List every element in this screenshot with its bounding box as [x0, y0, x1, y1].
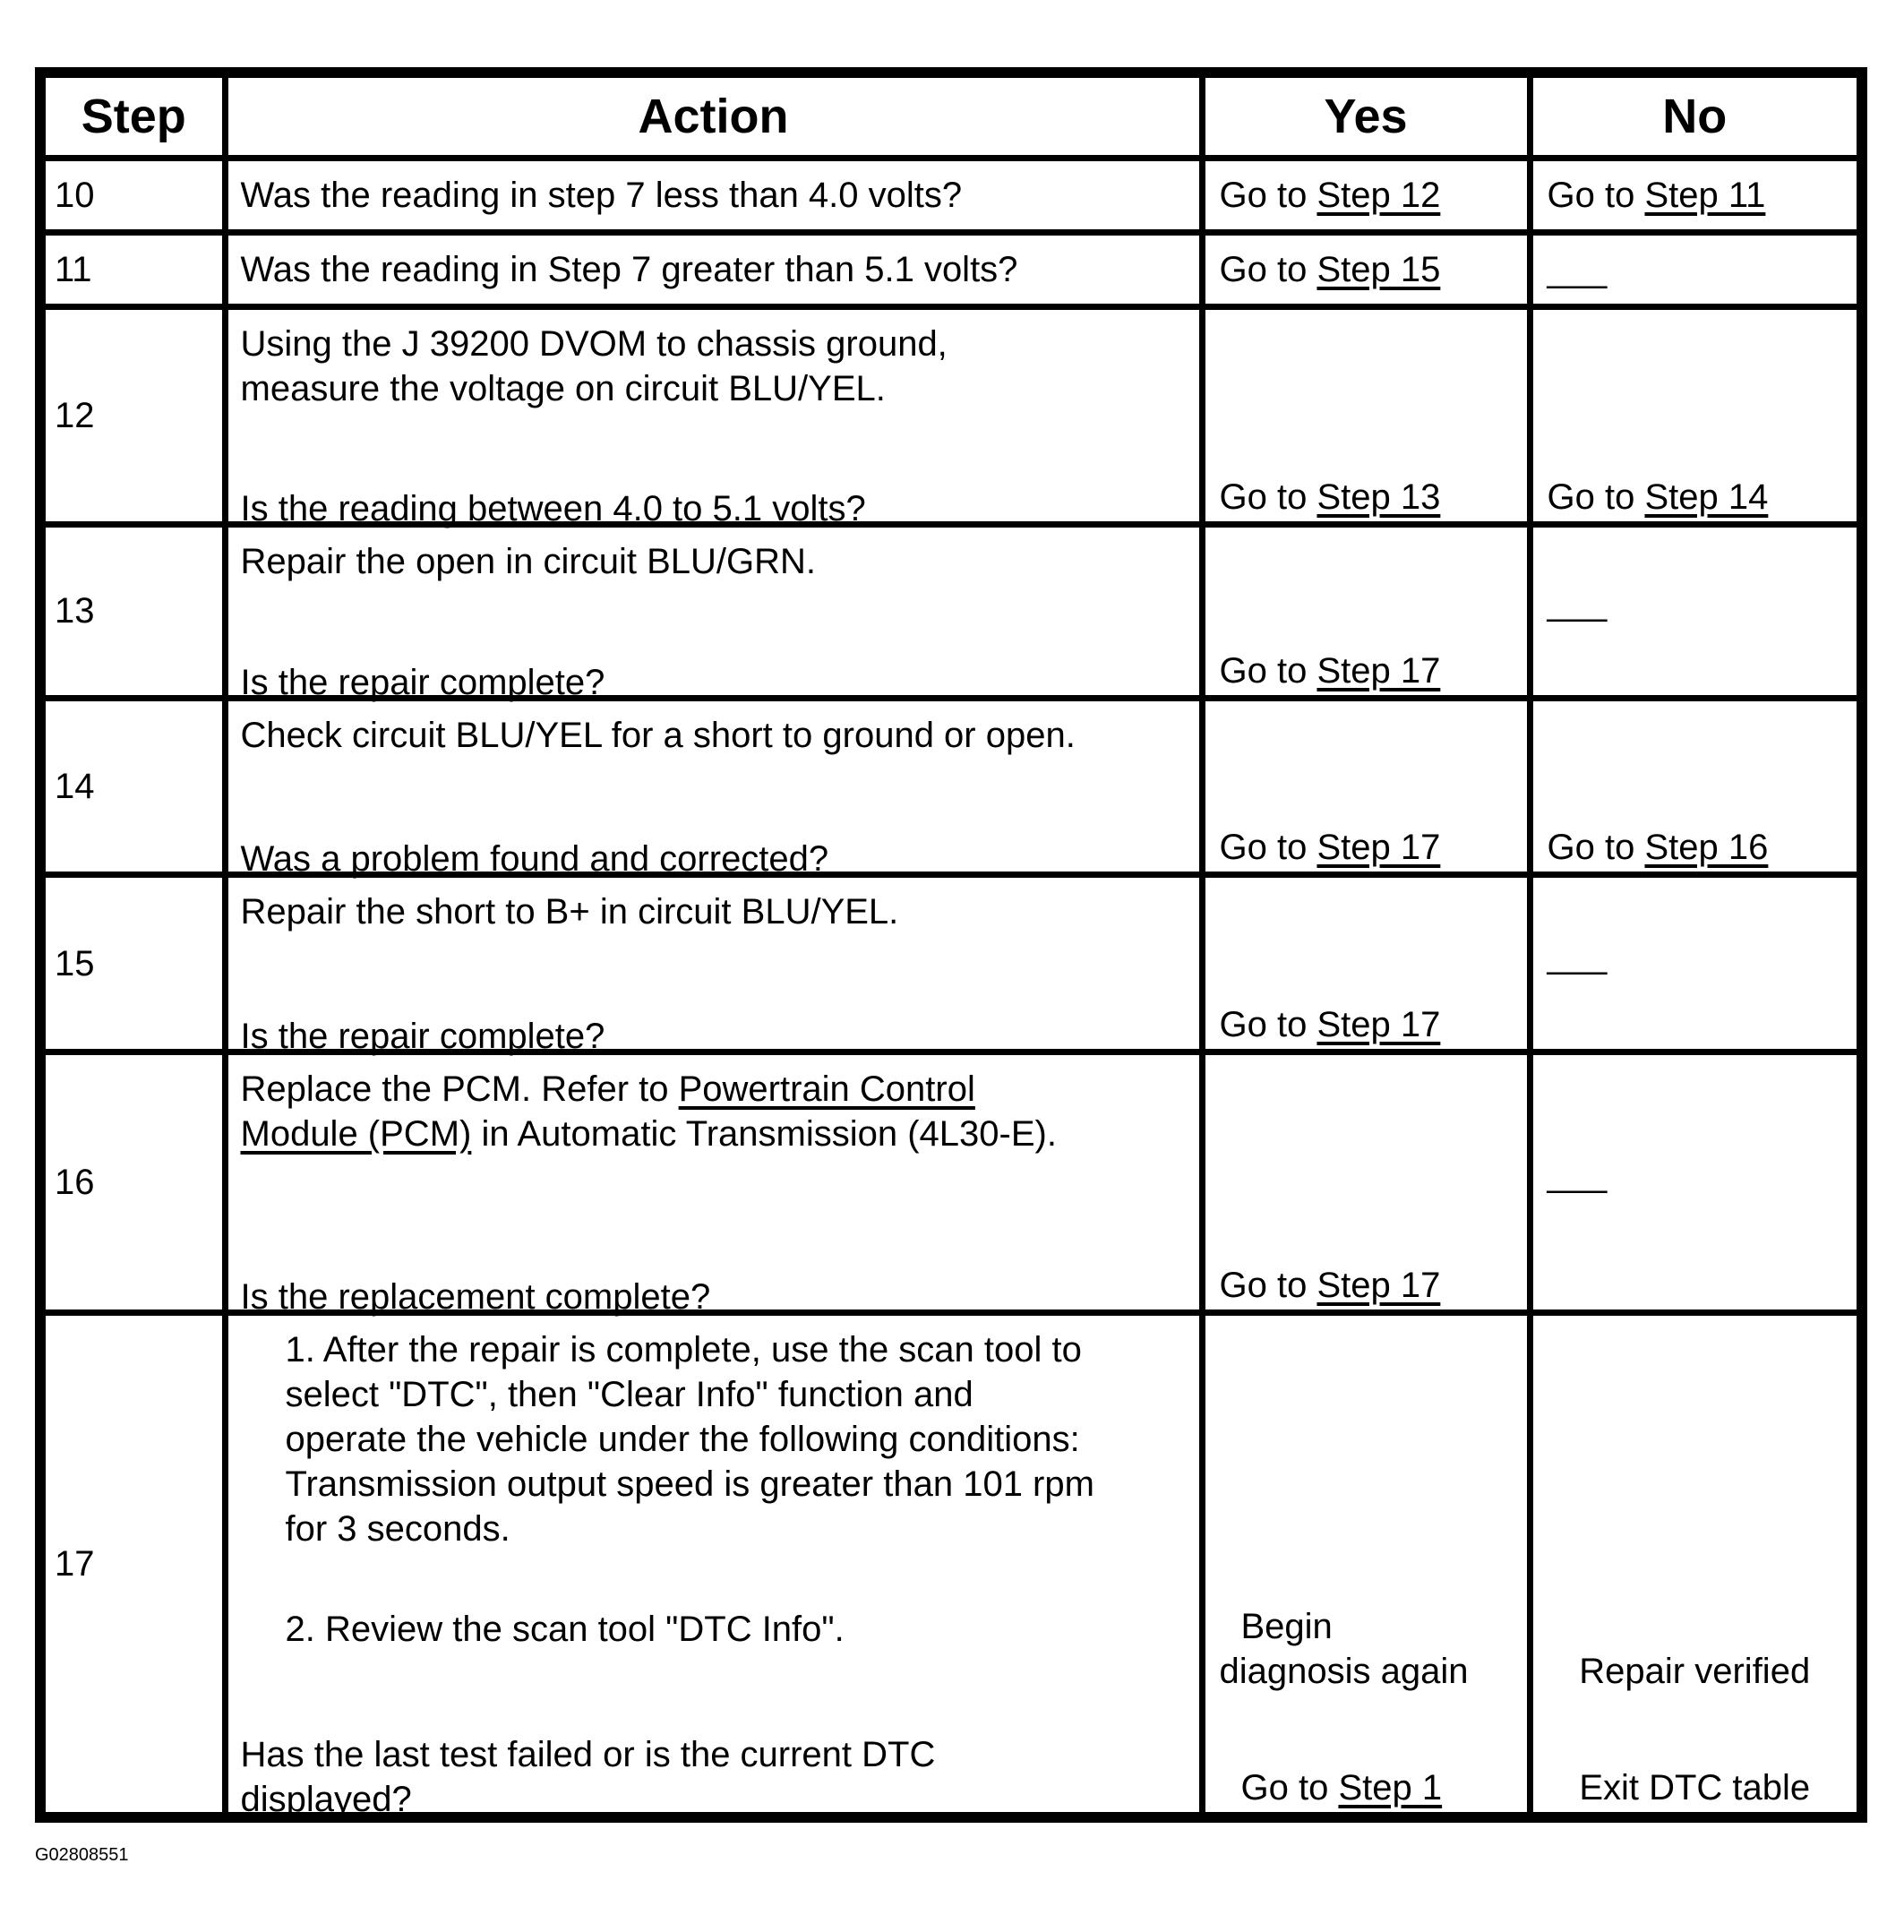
goto-text: Go to	[1219, 651, 1317, 691]
yes-line: Begin	[1240, 1607, 1333, 1647]
step-link[interactable]: Step 17	[1317, 651, 1441, 691]
action-cell	[225, 1052, 1202, 1318]
question-text: Is the reading between 4.0 to 5.1 volts?	[240, 488, 866, 528]
goto-text: Go to	[1547, 477, 1645, 517]
step-number: 14	[40, 699, 225, 875]
goto-text: Go to	[1219, 250, 1317, 290]
step-link[interactable]: Step 13	[1317, 477, 1441, 517]
yes-cell	[1202, 233, 1530, 307]
action-cell	[225, 233, 1202, 307]
yes-cell	[1202, 1313, 1530, 1817]
instruction-list	[241, 1327, 1187, 1652]
goto-text: Go to	[1219, 477, 1317, 517]
action-text: Was the reading in Step 7 greater than 5.1 volts?	[240, 250, 1018, 290]
goto-text: Go to	[1219, 1266, 1317, 1306]
goto-text: Go to	[1219, 1004, 1317, 1044]
action-text: Repair the short to B+ in circuit BLU/YEL.	[240, 892, 899, 932]
goto-text: Go to	[1547, 176, 1645, 215]
step-link[interactable]: Step 17	[1317, 1004, 1441, 1044]
step-number: 15	[40, 875, 225, 1052]
no-cell	[1530, 1313, 1862, 1817]
no-dash: ___	[1547, 250, 1608, 290]
goto-text: Go to	[1240, 1768, 1339, 1807]
header-yes: Yes	[1202, 73, 1530, 159]
action-cell	[225, 307, 1202, 528]
action-text	[241, 1112, 1187, 1156]
question-text	[241, 1732, 936, 1822]
no-dash: ___	[1547, 935, 1608, 975]
no-cell	[1530, 159, 1862, 233]
header-no: No	[1530, 73, 1862, 159]
question-text: Is the replacement complete?	[240, 1277, 711, 1318]
goto-text: Go to	[1219, 176, 1317, 215]
no-cell	[1530, 524, 1862, 698]
step-link[interactable]: Step 15	[1317, 250, 1441, 290]
table-row	[40, 233, 1862, 307]
step-link[interactable]: Step 17	[1317, 1266, 1441, 1306]
action-text: Repair the open in circuit BLU/GRN.	[240, 541, 816, 581]
table-row	[40, 307, 1862, 524]
header-action: Action	[225, 73, 1202, 159]
step-link[interactable]: Step 1	[1338, 1768, 1443, 1807]
diagnostic-table	[35, 67, 1867, 1823]
no-line: Repair verified	[1579, 1652, 1811, 1692]
action-text: Check circuit BLU/YEL for a short to ground or open.	[240, 716, 1076, 756]
pcm-link[interactable]: Powertrain Control	[678, 1069, 975, 1109]
goto-text: Go to	[1219, 828, 1317, 868]
step-number: 11	[40, 233, 225, 307]
action-text	[241, 1067, 1187, 1112]
question-text: Was a problem found and corrected?	[240, 839, 829, 880]
instruction-line: Transmission output speed is greater than 101 rpm	[285, 1464, 1094, 1505]
instruction-line: 2. Review the scan tool "DTC Info".	[285, 1610, 845, 1650]
header-step: Step	[40, 73, 225, 159]
yes-cell	[1202, 875, 1530, 1052]
no-line: Exit DTC table	[1579, 1768, 1811, 1807]
action-text: Was the reading in step 7 less than 4.0 volts?	[240, 176, 963, 215]
action-cell	[225, 699, 1202, 880]
step-number: 13	[40, 524, 225, 698]
step-link[interactable]: Step 11	[1644, 176, 1766, 215]
no-cell	[1530, 307, 1862, 524]
yes-line: diagnosis again	[1219, 1652, 1469, 1692]
step-link[interactable]: Step 16	[1644, 828, 1769, 868]
yes-cell	[1202, 307, 1530, 524]
step-link[interactable]: Step 12	[1317, 176, 1441, 215]
no-cell	[1530, 233, 1862, 307]
action-cell	[225, 1313, 1202, 1817]
question-line: displayed?	[240, 1780, 412, 1819]
yes-note	[1220, 1604, 1469, 1694]
table-row	[40, 1313, 1862, 1817]
yes-cell	[1202, 159, 1530, 233]
table-row	[40, 524, 1862, 698]
header-row	[40, 73, 1862, 159]
step-number: 16	[40, 1052, 225, 1313]
no-dash: ___	[1547, 583, 1608, 623]
table-row	[40, 875, 1862, 1052]
no-cell	[1530, 875, 1862, 1052]
yes-cell	[1202, 1052, 1530, 1313]
step-link[interactable]: Step 17	[1317, 828, 1441, 868]
no-dash: ___	[1547, 1155, 1608, 1195]
pcm-link[interactable]: Module (PCM)	[240, 1113, 472, 1154]
action-cell	[225, 524, 1202, 703]
step-link[interactable]: Step 14	[1644, 477, 1769, 517]
yes-cell	[1202, 524, 1530, 698]
step-number: 17	[40, 1313, 225, 1817]
instruction-line: 1. After the repair is complete, use the scan tool to	[285, 1330, 1082, 1370]
action-prefix: Replace the PCM. Refer to	[240, 1069, 679, 1109]
instruction-line: select "DTC", then "Clear Info" function and	[285, 1375, 973, 1415]
figure-code: G02808551	[35, 1845, 129, 1865]
table-row	[40, 699, 1862, 875]
step-number: 12	[40, 307, 225, 524]
action-text: measure the voltage on circuit BLU/YEL.	[240, 369, 886, 409]
action-suffix: in Automatic Transmission (4L30-E).	[471, 1113, 1057, 1154]
no-cell	[1530, 1052, 1862, 1313]
table-row	[40, 159, 1862, 233]
action-cell	[225, 159, 1202, 233]
table-row	[40, 1052, 1862, 1313]
action-text: Using the J 39200 DVOM to chassis ground,	[240, 324, 948, 365]
action-cell	[225, 875, 1202, 1056]
question-text: Is the repair complete?	[240, 1016, 605, 1056]
instruction-line: operate the vehicle under the following conditions:	[285, 1420, 1080, 1460]
goto-text: Go to	[1547, 828, 1645, 868]
question-text: Is the repair complete?	[240, 663, 605, 703]
no-cell	[1530, 699, 1862, 875]
instruction-line: for 3 seconds.	[285, 1509, 510, 1550]
step-number: 10	[40, 159, 225, 233]
question-line: Has the last test failed or is the current DTC	[240, 1735, 936, 1774]
yes-cell	[1202, 699, 1530, 875]
